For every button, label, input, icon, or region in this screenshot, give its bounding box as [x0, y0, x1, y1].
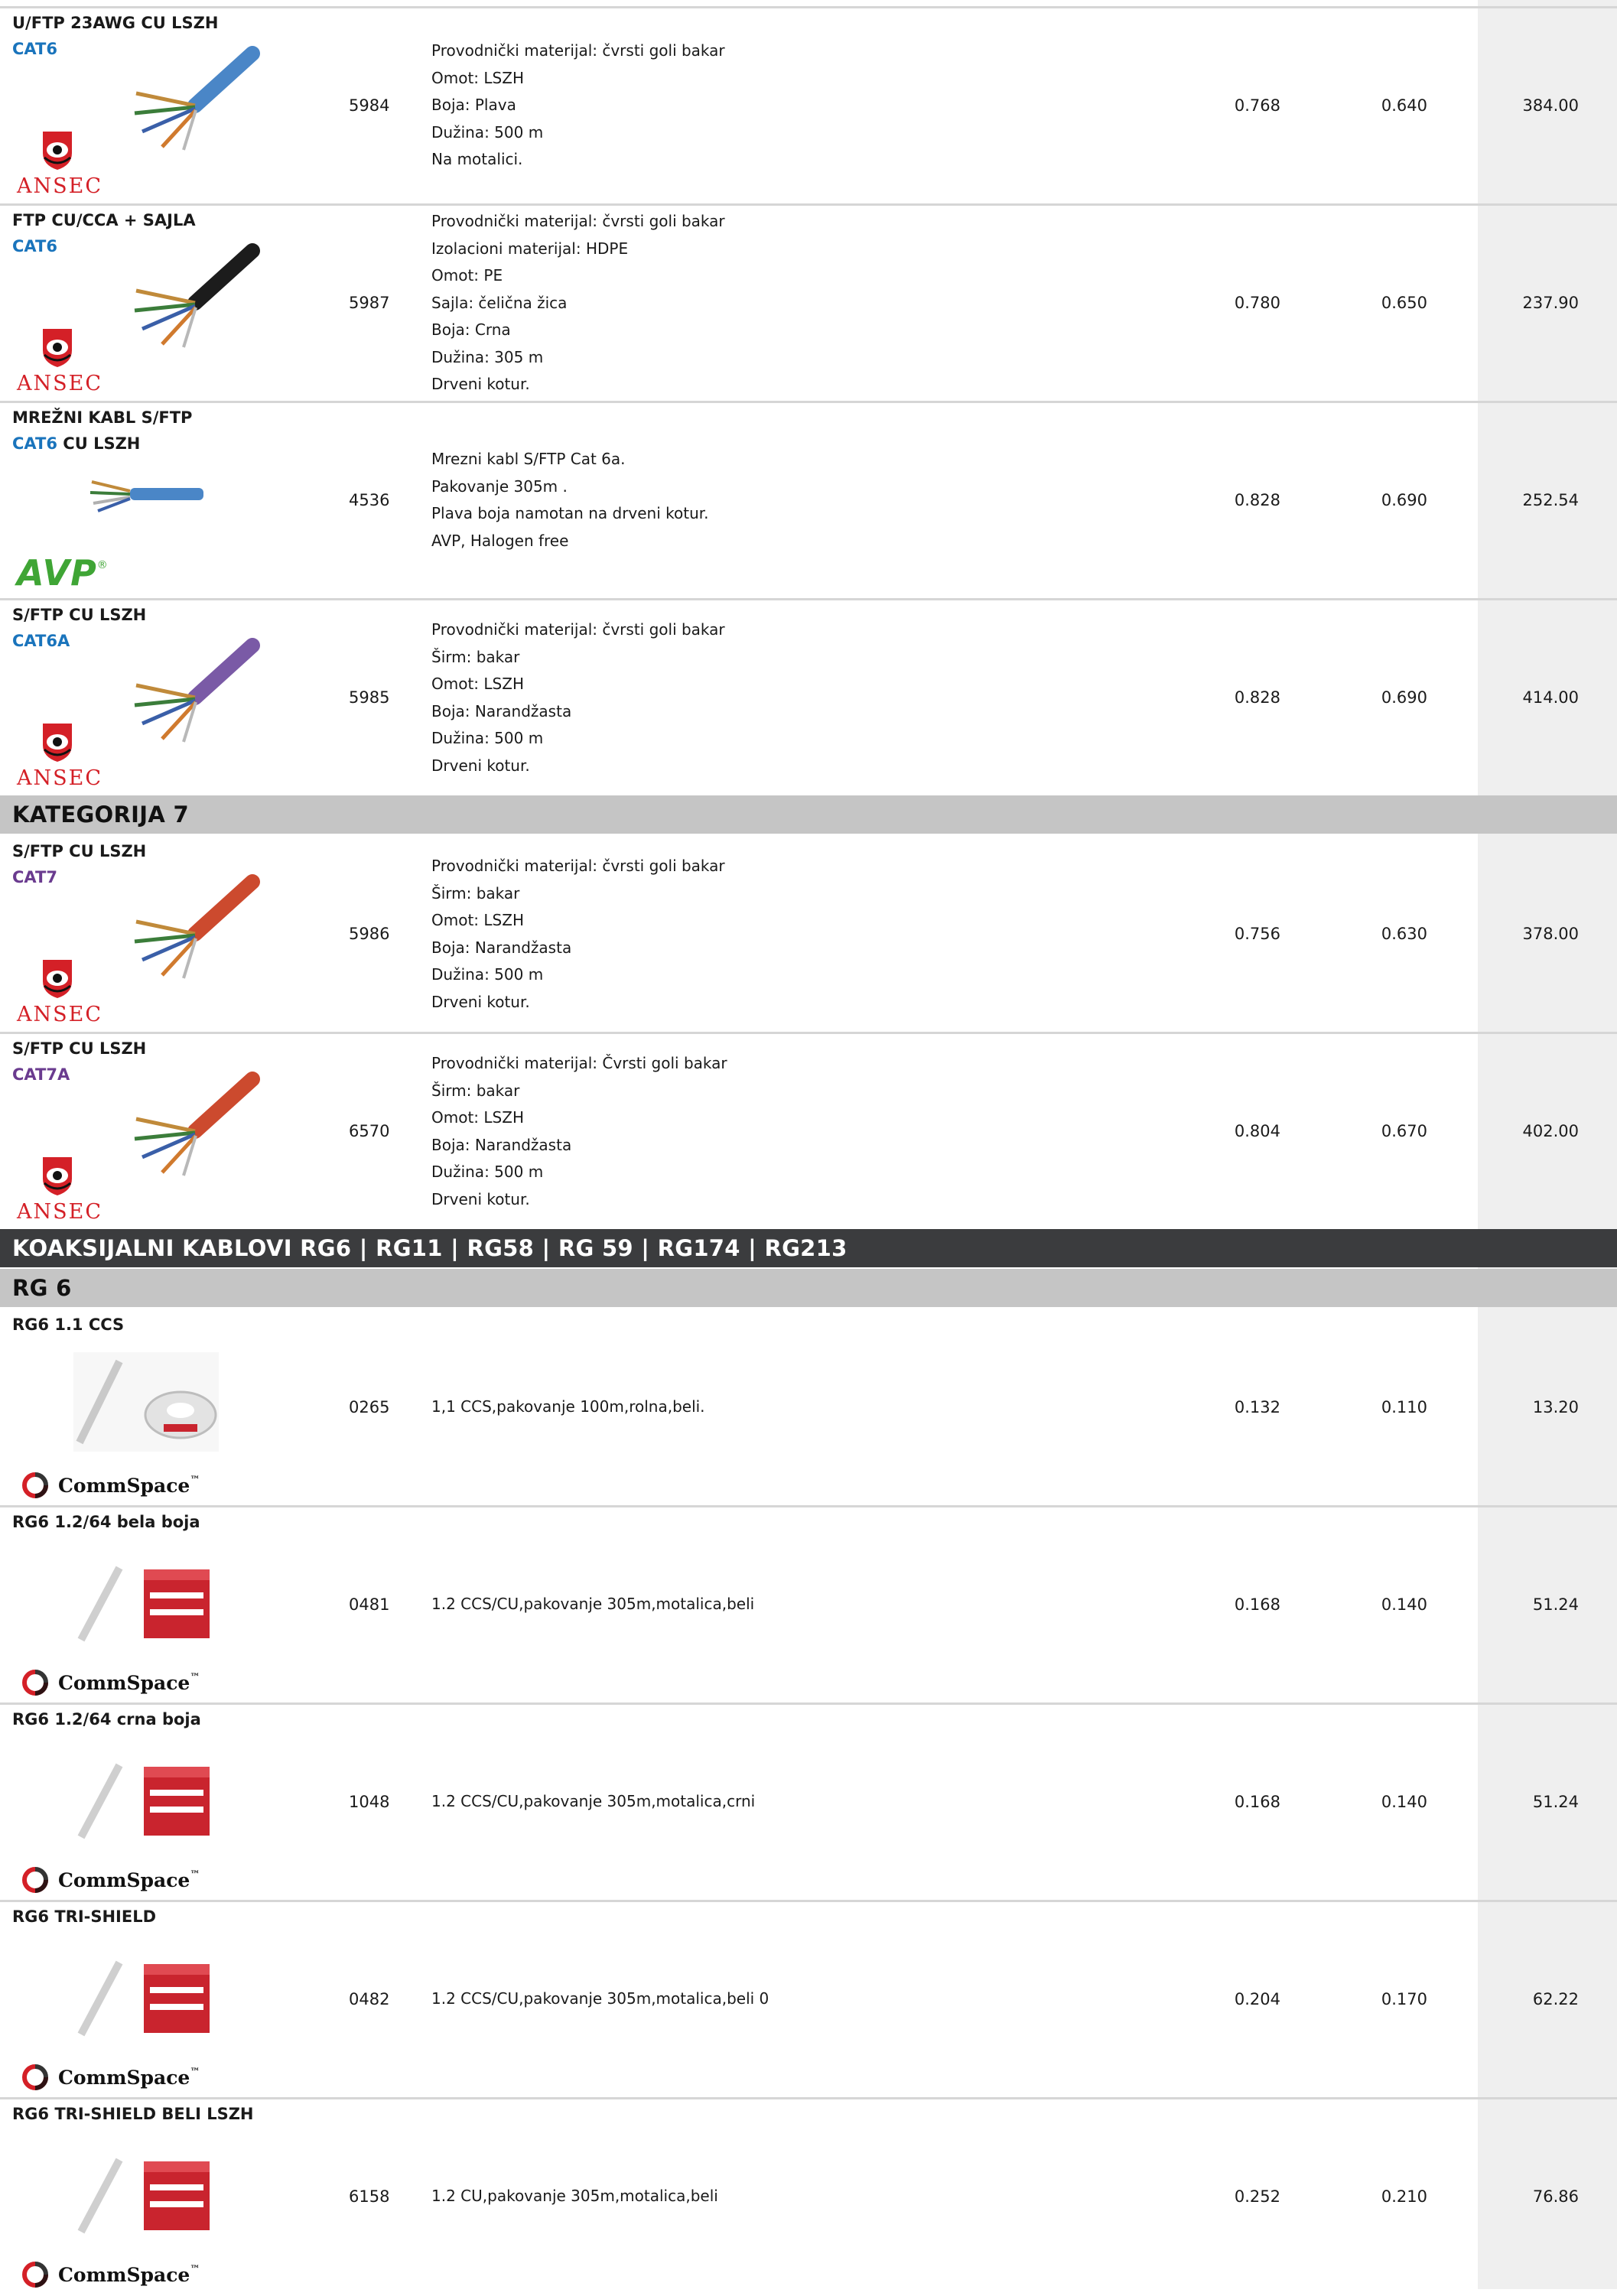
description-line: Dužina: 500 m — [431, 729, 544, 747]
ansec-wordmark: ANSEC — [17, 1003, 102, 1026]
category-label: CAT7 — [12, 868, 57, 886]
price-per-meter-discounted: 0.170 — [1381, 1990, 1427, 2008]
commspace-trademark: ™ — [190, 1672, 200, 1683]
ansec-logo — [14, 130, 113, 198]
description-line: Boja: Narandžasta — [431, 938, 572, 957]
network-cable-image — [122, 874, 260, 984]
price-per-meter-discounted: 0.690 — [1381, 688, 1427, 707]
category-suffix: CU LSZH — [57, 434, 141, 453]
product-description — [431, 1985, 769, 2013]
description-line: Omot: LSZH — [431, 68, 524, 87]
description-line: Sajla: čelična žica — [431, 293, 568, 312]
commspace-trademark: ™ — [190, 1475, 200, 1486]
description-line: Boja: Narandžasta — [431, 1135, 572, 1154]
product-description — [431, 37, 725, 174]
product-description — [431, 208, 725, 398]
commspace-swirl-icon — [18, 1669, 52, 1696]
price-per-meter-discounted: 0.640 — [1381, 96, 1427, 115]
description-line: Boja: Crna — [431, 320, 511, 339]
description-line: Dužina: 500 m — [431, 122, 544, 141]
package-total-price: 384.00 — [1522, 96, 1579, 115]
section-title: RG 6 — [12, 1275, 72, 1301]
price-per-meter-discounted: 0.140 — [1381, 1793, 1427, 1811]
product-code: 0482 — [349, 1990, 390, 2008]
product-category — [12, 1065, 70, 1084]
product-name: S/FTP CU LSZH — [12, 1039, 147, 1058]
description-line: Boja: Narandžasta — [431, 701, 572, 720]
table-row — [0, 836, 1617, 1033]
price-per-meter: 0.780 — [1234, 294, 1280, 312]
price-per-meter-discounted: 0.690 — [1381, 491, 1427, 509]
product-description — [431, 2183, 718, 2210]
commspace-wordmark: CommSpace™ — [58, 1869, 200, 1891]
product-code: 5986 — [349, 925, 390, 943]
network-cable-image — [122, 638, 260, 748]
description-line: Provodnički materijal: čvrsti goli bakar — [431, 212, 725, 230]
section-rg6 — [0, 1269, 1617, 1307]
description-line: Provodnički materijal: Čvrsti goli bakar — [431, 1054, 727, 1072]
description-line: AVP, Halogen free — [431, 531, 569, 550]
commspace-wordmark: CommSpace™ — [58, 2067, 200, 2089]
description-line: Provodnički materijal: čvrsti goli bakar — [431, 620, 725, 639]
description-line: Omot: LSZH — [431, 675, 524, 693]
coax-cable-box-image — [73, 1562, 219, 1649]
description-line: 1,1 CCS,pakovanje 100m,rolna,beli. — [431, 1397, 705, 1416]
product-name: RG6 1.1 CCS — [12, 1315, 125, 1334]
description-line: Omot: LSZH — [431, 1108, 524, 1127]
ansec-wordmark: ANSEC — [17, 174, 102, 198]
commspace-wordmark: CommSpace™ — [58, 1475, 200, 1497]
table-row — [0, 8, 1617, 205]
description-line: Omot: LSZH — [431, 911, 524, 929]
price-per-meter: 0.804 — [1234, 1122, 1280, 1140]
ansec-logo — [14, 958, 113, 1026]
description-line: Pakovanje 305m . — [431, 476, 568, 496]
description-line: Provodnički materijal: čvrsti goli bakar — [431, 41, 725, 60]
description-line: 1.2 CCS/CU,pakovanje 305m,motalica,beli 0 — [431, 1989, 769, 2008]
product-name: MREŽNI KABL S/FTP — [12, 408, 193, 427]
product-code: 0265 — [349, 1398, 390, 1416]
description-line: Plava boja namotan na drveni kotur. — [431, 504, 709, 522]
product-code: 0481 — [349, 1595, 390, 1614]
section-kategorija-7 — [0, 795, 1617, 834]
product-category — [12, 237, 57, 255]
commspace-logo — [18, 1667, 200, 1698]
commspace-trademark: ™ — [190, 2067, 200, 2078]
price-per-meter: 0.768 — [1234, 96, 1280, 115]
description-line: Drveni kotur. — [431, 756, 530, 775]
table-row — [0, 1507, 1617, 1704]
table-row — [0, 1901, 1617, 2099]
price-per-meter-discounted: 0.110 — [1381, 1398, 1427, 1416]
price-per-meter-discounted: 0.210 — [1381, 2187, 1427, 2206]
price-per-meter: 0.168 — [1234, 1793, 1280, 1811]
description-line: Dužina: 500 m — [431, 965, 544, 984]
product-description — [431, 616, 725, 779]
package-total-price: 51.24 — [1532, 1595, 1579, 1614]
description-line: Izolacioni materijal: HDPE — [431, 239, 629, 258]
price-per-meter: 0.252 — [1234, 2187, 1280, 2206]
package-total-price: 13.20 — [1532, 1398, 1579, 1416]
coax-cable-roll-image — [73, 1352, 219, 1455]
commspace-logo — [18, 1470, 200, 1501]
commspace-swirl-icon — [18, 2261, 52, 2288]
product-code: 5984 — [349, 96, 390, 115]
product-name: RG6 1.2/64 bela boja — [12, 1513, 200, 1531]
commspace-swirl-icon — [18, 2063, 52, 2091]
price-per-meter-discounted: 0.650 — [1381, 294, 1427, 312]
ansec-logo — [14, 327, 113, 395]
description-line: 1.2 CCS/CU,pakovanje 305m,motalica,beli — [431, 1595, 755, 1613]
product-category — [12, 632, 70, 650]
product-code: 5987 — [349, 294, 390, 312]
category-label: CAT6 — [12, 434, 57, 453]
category-label: CAT6 — [12, 40, 57, 58]
package-total-price: 402.00 — [1522, 1122, 1579, 1140]
network-cable-image — [84, 471, 207, 520]
product-name: RG6 1.2/64 crna boja — [12, 1710, 201, 1729]
product-description — [431, 1050, 727, 1213]
commspace-wordmark: CommSpace™ — [58, 1672, 200, 1694]
product-code: 5985 — [349, 688, 390, 707]
description-line: Dužina: 305 m — [431, 347, 544, 366]
coax-cable-box-image — [73, 1956, 219, 2044]
commspace-logo — [18, 2062, 200, 2093]
package-total-price: 252.54 — [1522, 491, 1579, 509]
description-line: Omot: PE — [431, 266, 503, 285]
category-label: CAT7A — [12, 1065, 70, 1084]
commspace-swirl-icon — [18, 1472, 52, 1499]
price-per-meter: 0.132 — [1234, 1398, 1280, 1416]
network-cable-image — [122, 46, 260, 156]
table-row — [0, 2099, 1617, 2296]
price-per-meter-discounted: 0.630 — [1381, 925, 1427, 943]
description-line: Širm: bakar — [431, 1081, 520, 1100]
product-category — [12, 40, 57, 58]
ansec-wordmark: ANSEC — [17, 1200, 102, 1224]
ansec-wordmark: ANSEC — [17, 372, 102, 395]
ansec-logo — [14, 722, 113, 790]
ansec-logo — [14, 1156, 113, 1224]
category-label: CAT6 — [12, 237, 57, 255]
section-title: KOAKSIJALNI KABLOVI RG6 | RG11 | RG58 | RG 59 | RG174 | RG213 — [12, 1235, 848, 1261]
description-line: Provodnički materijal: čvrsti goli bakar — [431, 857, 725, 875]
price-per-meter: 0.828 — [1234, 688, 1280, 707]
product-code: 6570 — [349, 1122, 390, 1140]
category-label: CAT6A — [12, 632, 70, 650]
commspace-logo — [18, 2259, 200, 2290]
table-row — [0, 1309, 1617, 1507]
avp-logo — [17, 552, 108, 594]
description-line: Na motalici. — [431, 150, 523, 168]
description-line: Boja: Plava — [431, 96, 516, 114]
commspace-swirl-icon — [18, 1866, 52, 1894]
description-line: Mrezni kabl S/FTP Cat 6a. — [431, 450, 626, 468]
table-row — [0, 402, 1617, 600]
price-per-meter-discounted: 0.670 — [1381, 1122, 1427, 1140]
description-line: 1.2 CU,pakovanje 305m,motalica,beli — [431, 2187, 718, 2205]
price-per-meter: 0.168 — [1234, 1595, 1280, 1614]
table-row — [0, 600, 1617, 797]
price-per-meter: 0.828 — [1234, 491, 1280, 509]
coax-cable-box-image — [73, 2154, 219, 2241]
product-name: S/FTP CU LSZH — [12, 842, 147, 860]
product-name: S/FTP CU LSZH — [12, 606, 147, 624]
package-total-price: 378.00 — [1522, 925, 1579, 943]
product-name: U/FTP 23AWG CU LSZH — [12, 14, 219, 32]
description-line: Drveni kotur. — [431, 375, 530, 393]
description-line: Drveni kotur. — [431, 992, 530, 1011]
product-category — [12, 434, 140, 453]
package-total-price: 414.00 — [1522, 688, 1579, 707]
product-description — [431, 1591, 754, 1618]
description-line: Dužina: 500 m — [431, 1163, 544, 1181]
package-total-price: 62.22 — [1532, 1990, 1579, 2008]
package-total-price: 76.86 — [1532, 2187, 1579, 2206]
table-row — [0, 205, 1617, 402]
package-total-price: 237.90 — [1522, 294, 1579, 312]
product-description — [431, 853, 725, 1016]
description-line: 1.2 CCS/CU,pakovanje 305m,motalica,crni — [431, 1792, 756, 1810]
avp-registered-mark: ® — [96, 559, 108, 571]
product-code: 1048 — [349, 1793, 390, 1811]
section-title: KATEGORIJA 7 — [12, 802, 189, 828]
product-code: 6158 — [349, 2187, 390, 2206]
product-name: FTP CU/CCA + SAJLA — [12, 211, 196, 229]
package-total-price: 51.24 — [1532, 1793, 1579, 1811]
price-per-meter-discounted: 0.140 — [1381, 1595, 1427, 1614]
coax-cable-box-image — [73, 1759, 219, 1846]
network-cable-image — [122, 243, 260, 353]
section-koaksijalni-kablovi — [0, 1229, 1617, 1267]
product-category — [12, 868, 57, 886]
commspace-trademark: ™ — [190, 1869, 200, 1881]
price-per-meter: 0.756 — [1234, 925, 1280, 943]
ansec-wordmark: ANSEC — [17, 766, 102, 790]
table-row — [0, 1704, 1617, 1901]
commspace-logo — [18, 1865, 200, 1895]
network-cable-image — [122, 1072, 260, 1182]
product-name: RG6 TRI-SHIELD — [12, 1907, 157, 1926]
product-description — [431, 446, 709, 554]
description-line: Širm: bakar — [431, 647, 520, 666]
product-description — [431, 1394, 705, 1421]
price-per-meter: 0.204 — [1234, 1990, 1280, 2008]
table-row — [0, 1033, 1617, 1231]
product-description — [431, 1788, 755, 1816]
commspace-wordmark: CommSpace™ — [58, 2264, 200, 2286]
commspace-trademark: ™ — [190, 2264, 200, 2275]
product-code: 4536 — [349, 491, 390, 509]
description-line: Širm: bakar — [431, 883, 520, 902]
avp-wordmark: AVP — [17, 552, 97, 594]
description-line: Drveni kotur. — [431, 1189, 530, 1208]
product-name: RG6 TRI-SHIELD BELI LSZH — [12, 2105, 254, 2123]
